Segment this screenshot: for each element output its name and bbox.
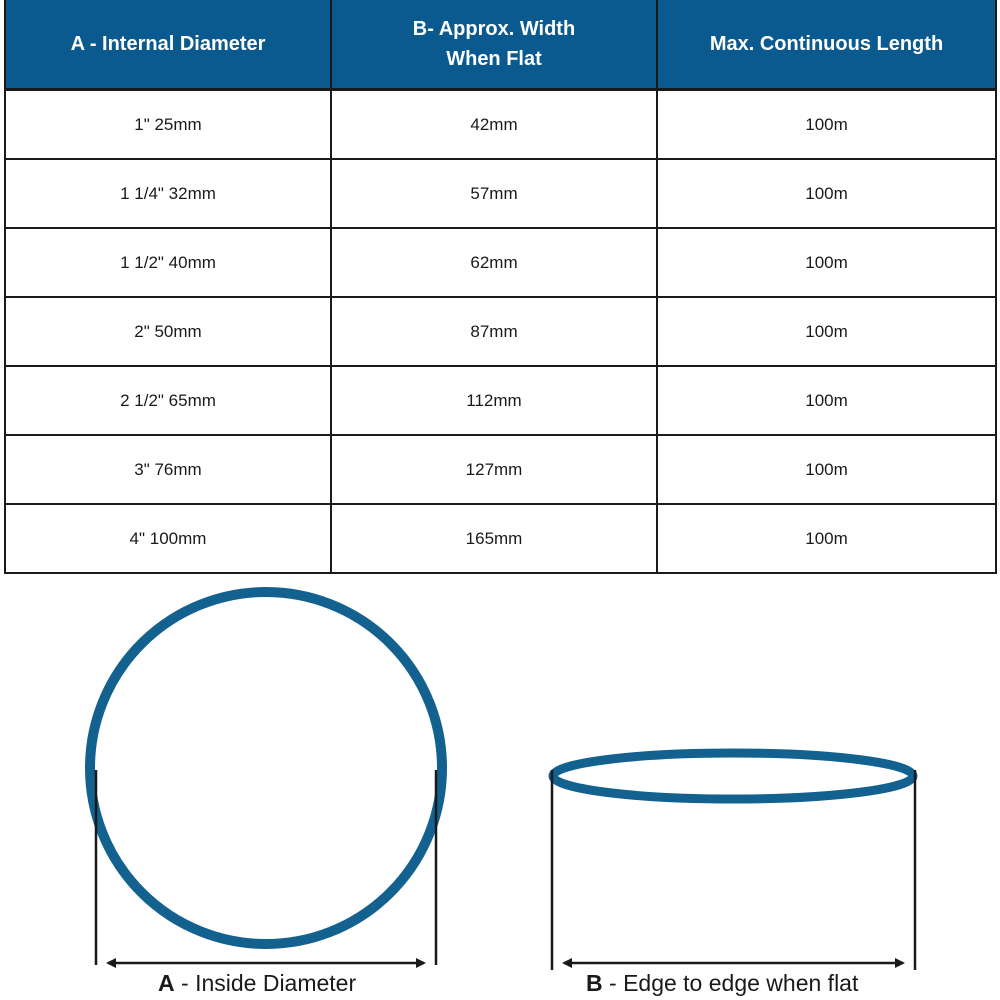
flat-hose-ring bbox=[553, 753, 913, 799]
cell-max-length: 100m bbox=[657, 297, 996, 366]
cell-internal-diameter: 2" 50mm bbox=[5, 297, 331, 366]
cell-max-length: 100m bbox=[657, 159, 996, 228]
cell-internal-diameter: 1" 25mm bbox=[5, 90, 331, 160]
cell-width-flat: 165mm bbox=[331, 504, 657, 573]
header-width-flat-line1: B- Approx. Width bbox=[412, 18, 576, 40]
cell-width-flat: 62mm bbox=[331, 228, 657, 297]
inside-diameter-letter: A bbox=[158, 970, 175, 996]
header-width-flat bbox=[331, 0, 657, 90]
cell-internal-diameter: 1 1/2" 40mm bbox=[5, 228, 331, 297]
cell-max-length: 100m bbox=[657, 90, 996, 160]
table-row bbox=[5, 435, 996, 504]
cell-internal-diameter: 2 1/2" 65mm bbox=[5, 366, 331, 435]
header-max-length-text: Max. Continuous Length bbox=[709, 33, 944, 55]
table-row bbox=[5, 228, 996, 297]
cell-width-flat: 87mm bbox=[331, 297, 657, 366]
cell-internal-diameter: 1 1/4" 32mm bbox=[5, 159, 331, 228]
hose-diagram bbox=[0, 580, 1000, 1000]
size-table bbox=[4, 0, 997, 574]
flat-width-label bbox=[586, 970, 858, 997]
header-width-flat-line2: When Flat bbox=[446, 48, 542, 70]
header-max-length bbox=[657, 0, 996, 90]
table-row bbox=[5, 90, 996, 160]
inside-diameter-text: - Inside Diameter bbox=[174, 970, 357, 996]
cell-width-flat: 112mm bbox=[331, 366, 657, 435]
cell-max-length: 100m bbox=[657, 435, 996, 504]
table-row bbox=[5, 297, 996, 366]
cell-internal-diameter: 3" 76mm bbox=[5, 435, 331, 504]
cell-width-flat: 57mm bbox=[331, 159, 657, 228]
table-header-row bbox=[5, 0, 996, 90]
cell-internal-diameter: 4" 100mm bbox=[5, 504, 331, 573]
round-hose-ring bbox=[90, 592, 442, 944]
cell-width-flat: 42mm bbox=[331, 90, 657, 160]
table-row bbox=[5, 504, 996, 573]
flat-width-letter: B bbox=[586, 970, 603, 996]
cell-width-flat: 127mm bbox=[331, 435, 657, 504]
header-internal-diameter bbox=[5, 0, 331, 90]
table-row bbox=[5, 366, 996, 435]
inside-diameter-label bbox=[158, 970, 356, 997]
cell-max-length: 100m bbox=[657, 366, 996, 435]
header-internal-diameter-text: A - Internal Diameter bbox=[70, 33, 266, 55]
cell-max-length: 100m bbox=[657, 228, 996, 297]
cell-max-length: 100m bbox=[657, 504, 996, 573]
flat-width-text: - Edge to edge when flat bbox=[602, 970, 859, 996]
table-row bbox=[5, 159, 996, 228]
